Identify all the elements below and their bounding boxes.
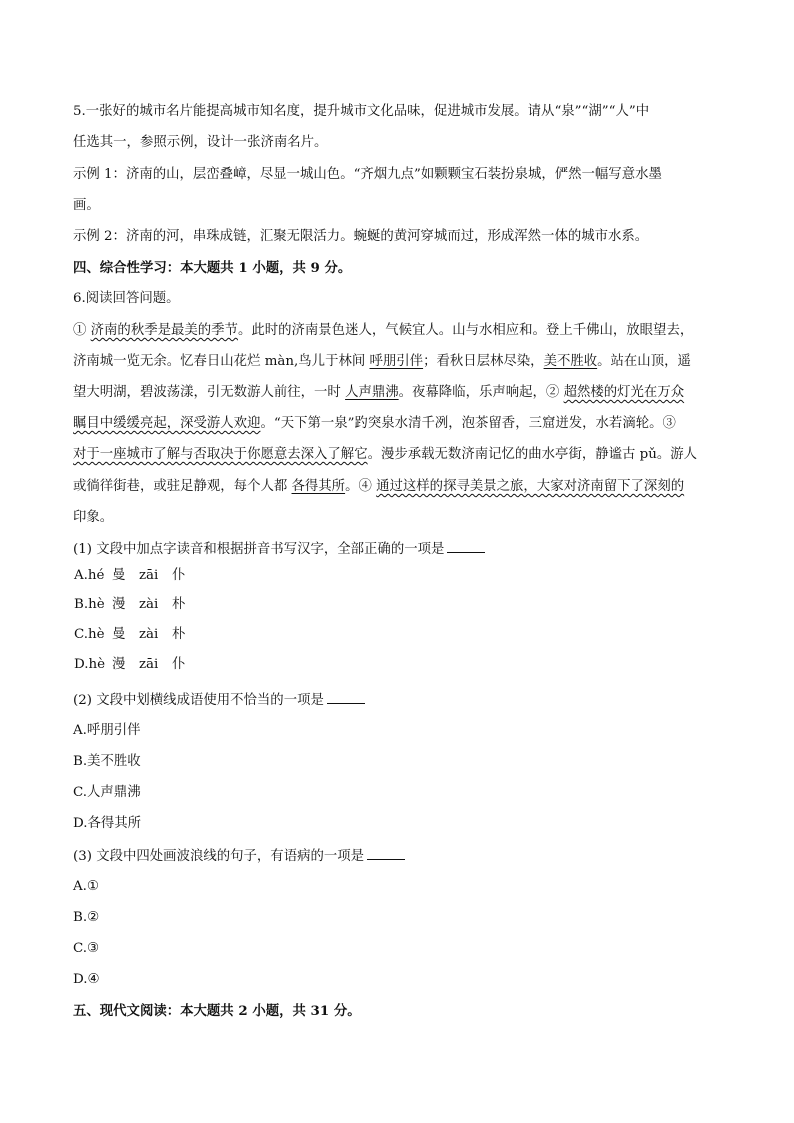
passage-line-4 [73,415,723,433]
wavy-sentence-2-part-2: 瞩目中缓缓亮起，深受游人欢迎 [73,416,261,431]
sub-question-1-option-c[interactable] [74,626,724,644]
sub-question-1-stem [73,540,723,559]
passage-segment: 。此时的济南景色迷人，气候宜人。山与水相应和。登上千佛山，放眼望去， [237,323,694,338]
option-char: 曼 [112,568,126,583]
q5-example-2: 示例 2：济南的河，串珠成链，汇聚无限活力。蜿蜒的黄河穿城而过，形成浑然一体的城市水系。 [73,229,649,244]
passage-segment: 济南城一览无余。忆春日山花烂 màn,鸟儿于林间 [73,354,370,369]
passage-line-3 [73,384,723,402]
sub-question-1-option-b[interactable] [74,596,724,614]
wavy-sentence-3: 对于一座城市了解与否取决于你愿意去深入了解它 [73,447,368,462]
section-5-heading: 五、现代文阅读：本大题共 2 小题，共 31 分。 [73,1003,361,1019]
q5-line-1: 5.一张好的城市名片能提高城市知名度，提升城市文化品味，促进城市发展。请从“泉”“湖”“人”中 [73,104,650,119]
underlined-idiom-2: 美不胜收 [543,354,598,369]
option-pinyin: B.hè [74,597,105,612]
stem-text: (3) 文段中四处画波浪线的句子，有语病的一项是 [73,849,365,864]
q6-title: 6.阅读回答问题。 [73,291,180,306]
option-pinyin: A.hé [74,568,105,583]
option-pinyin-2: zài [139,627,159,642]
passage-line-5 [73,446,723,464]
wavy-sentence-2-part-1: 超然楼的灯光在万众 [563,385,685,400]
option-pinyin-2: zài [139,597,159,612]
answer-blank[interactable] [367,847,405,860]
passage-segment: ① [73,323,91,338]
answer-blank[interactable] [447,540,485,553]
q5-line-2: 任选其一，参照示例，设计一张济南名片。 [73,135,328,150]
passage-line-6 [73,478,723,496]
sub-question-2-stem [73,691,723,710]
passage-segment: 。漫步承载无数济南记忆的曲水亭街，静谧古 pǔ。游人 [367,447,698,462]
passage-segment: 。夜幕降临，乐声响起，② [398,385,564,400]
option-pinyin-2: zāi [139,568,159,583]
option-pinyin-2: zāi [139,657,159,672]
option-char-2: 仆 [172,568,186,583]
sub-question-1-option-a[interactable] [74,567,724,585]
passage-segment: 。“天下第一泉”趵突泉水清千冽，泡茶留香，三窟迸发，水若滴轮。③ [260,416,676,431]
sub-question-2-option-c[interactable]: C.人声鼎沸 [73,785,141,800]
sub-question-3-stem [73,847,723,866]
option-char: 漫 [112,657,126,672]
option-char-2: 朴 [172,597,186,612]
passage-segment: 。站在山顶，遥 [597,354,691,369]
stem-text: (2) 文段中划横线成语使用不恰当的一项是 [73,693,324,708]
passage-segment: 或徜徉街巷，或驻足静观，每个人都 [73,479,292,494]
passage-line-1 [73,322,723,340]
underlined-idiom-4: 各得其所 [291,479,346,494]
option-pinyin: D.hè [74,657,106,672]
passage-line-7: 印象。 [73,510,114,525]
sub-question-3-option-b[interactable]: B.② [73,910,100,925]
sub-question-2-option-b[interactable]: B.美不胜收 [73,754,141,769]
option-char: 漫 [112,597,126,612]
sub-question-2-option-d[interactable]: D.各得其所 [73,816,142,831]
option-char-2: 仆 [172,657,186,672]
sub-question-2-option-a[interactable]: A.呼朋引伴 [73,723,141,738]
option-pinyin: C.hè [74,627,105,642]
wavy-sentence-1: 济南的秋季是最美的季节 [90,323,238,338]
passage-segment: 。④ [345,479,377,494]
passage-segment: ；看秋日层林尽染， [423,354,544,369]
q5-example-1-line-2: 画。 [73,198,100,213]
passage-line-2 [73,353,723,371]
underlined-idiom-1: 呼朋引伴 [369,354,424,369]
section-4-heading: 四、综合性学习：本大题共 1 小题，共 9 分。 [73,260,352,276]
passage-segment: 望大明湖，碧波荡漾，引无数游人前往，一时 [73,385,346,400]
sub-question-3-option-c[interactable]: C.③ [73,941,100,956]
option-char-2: 朴 [172,627,186,642]
sub-question-3-option-d[interactable]: D.④ [73,972,100,987]
wavy-sentence-4: 通过这样的探寻美景之旅，大家对济南留下了深刻的 [376,479,685,494]
stem-text: (1) 文段中加点字读音和根据拼音书写汉字，全部正确的一项是 [73,542,445,557]
q5-example-1-line-1: 示例 1：济南的山，层峦叠嶂，尽显一城山色。“齐烟九点”如颗颗宝石装扮泉城，俨然一幅写意水墨 [73,167,662,182]
answer-blank[interactable] [327,691,365,704]
sub-question-3-option-a[interactable]: A.① [73,879,99,894]
option-char: 曼 [112,627,126,642]
sub-question-1-option-d[interactable] [74,656,724,674]
underlined-idiom-3: 人声鼎沸 [345,385,399,400]
